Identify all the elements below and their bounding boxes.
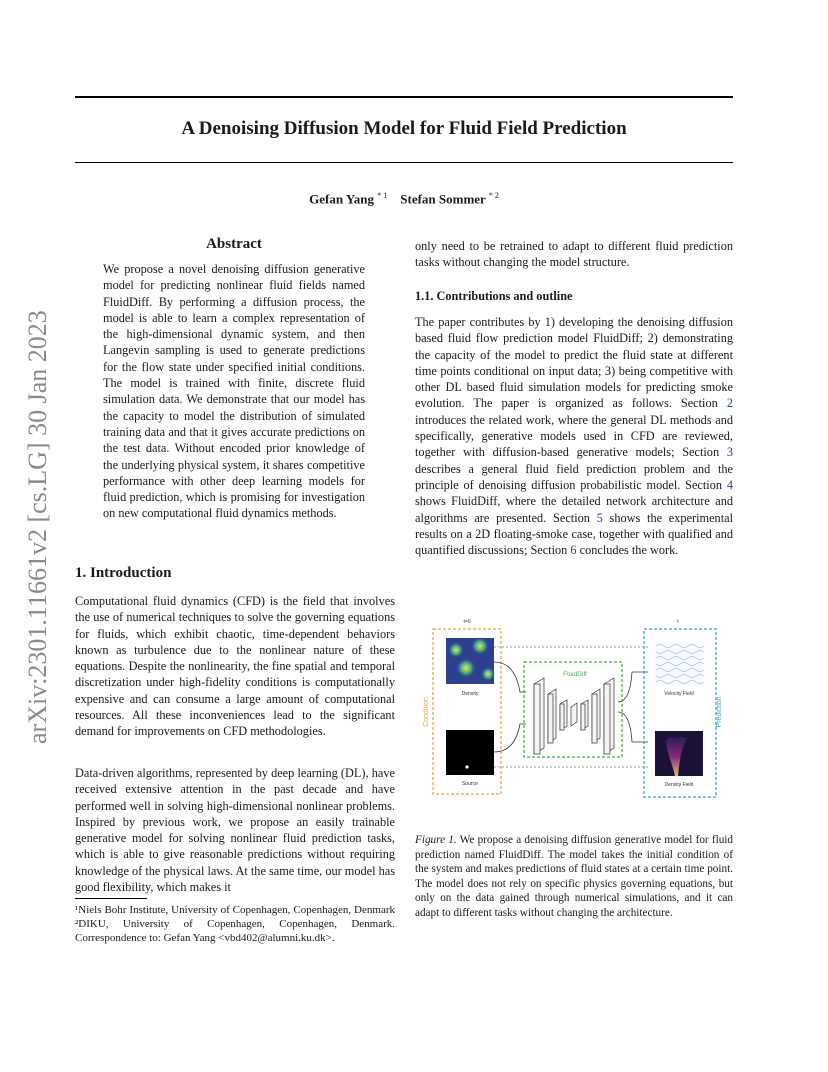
figure-label: Figure 1.	[415, 834, 457, 846]
prediction-label: Prediction	[716, 696, 723, 728]
figure-1-caption	[415, 833, 733, 921]
contributions-paragraph	[415, 314, 733, 558]
section-5-link[interactable]: 5	[596, 510, 603, 525]
caption-text	[415, 833, 733, 921]
arxiv-identifier: arXiv:2301.11661v2 [cs.LG] 30 Jan 2023	[23, 310, 52, 744]
intro-paragraph-1	[75, 593, 395, 740]
t0-label: t=0	[463, 619, 471, 625]
caption-body: We propose a denoising diffusion generative model for fluid prediction named FluidDiff. The model takes the initial condition of the system and makes predictions of fluid states at a certain time point. The model does not rely on specific physics governing equations, but only on the data gained through numerical simulations, and it can adapt to different tasks without changing the architecture.	[415, 834, 733, 919]
t-label: t	[677, 619, 679, 625]
paragraph: only need to be retrained to adapt to different fluid prediction tasks without changing the model structure.	[415, 239, 733, 270]
paragraph: Computational fluid dynamics (CFD) is the field that involves the use of numerical techniques to solve the governing equations for fluids, which exhibit chaotic, time-dependent behaviors known as turbulence due to the nonlinear nature of these equations. Despite the nonlinearity, the fine spatial and temporal discretization under high-fidelity conditions is computationally expensive and can consume a large amount of computational resources. All these inconveniences lead to the significant demand for improvements on CFD methodologies.	[75, 594, 395, 739]
intro-paragraph-2	[75, 765, 395, 895]
author-name: Stefan Sommer	[400, 191, 486, 207]
section-4-link[interactable]: 4	[726, 477, 733, 492]
abstract-body	[103, 261, 365, 522]
paper-title: A Denoising Diffusion Model for Fluid Field Prediction	[181, 118, 627, 139]
text-run: concludes the work.	[576, 543, 679, 558]
footnote-text: ¹Niels Bohr Institute, University of Copenhagen, Copenhagen, Denmark ²DIKU, University of Copenhagen, Copenhagen, Denmark. Correspondence to: Gefan Yang <vbd402@alumni.ku.dk>.	[75, 904, 395, 944]
source-image	[446, 730, 494, 775]
text-run: The paper contributes by 1) developing the denoising diffusion based fluid flow prediction model FluidDiff; 2) demonstrating the capacity of the model to predict the fluid state at different time points conditional on input data; 3) being competitive with other DL based fluid simulation models for predicting smoke evolution. The paper is organized as follows. Section	[415, 315, 733, 411]
section-6-link[interactable]: 6	[570, 543, 577, 558]
figure-1-diagram	[420, 612, 723, 802]
abstract-text: We propose a novel denoising diffusion generative model for predicting nonlinear fluid fields named FluidDiff. By performing a diffusion process, the model is able to learn a complex representation of the high-dimensional dynamic system, and then Langevin sampling is used to generate predictions for the flow state under specified initial conditions. The model is trained with finite, discrete fluid simulation data. We demonstrate that our model has the capacity to model the distribution of simulated training data and that it gives accurate predictions on the test data. Without encoded prior knowledge of the underlying physical system, it shares competitive performance with other deep learning models for fluid prediction, which is promising for investigation on new computational fluid dynamics methods.	[103, 262, 365, 521]
footnote-rule	[75, 898, 147, 899]
author-list	[75, 191, 733, 207]
section-3-link[interactable]: 3	[726, 445, 733, 460]
text-run: shows FluidDiff, where the detailed network architecture and algorithms are presented. Section	[415, 494, 733, 525]
abstract-heading: Abstract	[206, 236, 262, 252]
unet-architecture	[534, 678, 614, 754]
intro-paragraph-2-continued	[415, 238, 733, 271]
author-name: Gefan Yang	[309, 191, 375, 207]
fluiddiff-label: FluidDiff	[563, 671, 587, 678]
author-affiliation: * 2	[488, 191, 499, 200]
text-run: shows the experimental results on a 2D floating-smoke case, together with qualified and quantified discussions; Section	[415, 510, 733, 558]
paragraph	[415, 314, 733, 558]
density-field-label: Density Field	[664, 782, 694, 788]
condition-label: Condition	[423, 697, 430, 727]
title-rule	[75, 162, 733, 163]
top-rule	[75, 96, 733, 98]
text-run: describes a general fluid field prediction problem and the principle of denoising diffusion probabilistic model. Section	[415, 461, 733, 492]
source-label: Source	[462, 781, 478, 787]
density-label: Density	[461, 691, 479, 697]
velocity-field-label: Velocity Field	[664, 691, 694, 697]
author-affiliation: * 1	[377, 191, 388, 200]
footnote	[75, 903, 395, 945]
section-2-link[interactable]: 2	[726, 396, 733, 411]
velocity-field-image	[655, 642, 704, 686]
subsection-heading-contributions: 1.1. Contributions and outline	[415, 289, 573, 303]
section-heading-introduction: 1. Introduction	[75, 565, 172, 581]
paragraph: Data-driven algorithms, represented by deep learning (DL), have received extensive attention in the past decade and have performed well in solving high-dimensional nonlinear problems. Inspired by previous work, we propose an easily trainable generative model for solving nonlinear fluid prediction tasks, which is able to give reasonable predictions without requiring knowledge of the physical laws. At the same time, our model has good flexibility, which makes it	[75, 766, 395, 895]
text-run: introduces the related work, where the general DL methods and specifically, generative models used in CFD are reviewed, together with diffusion-based generative models; Section	[415, 412, 733, 460]
